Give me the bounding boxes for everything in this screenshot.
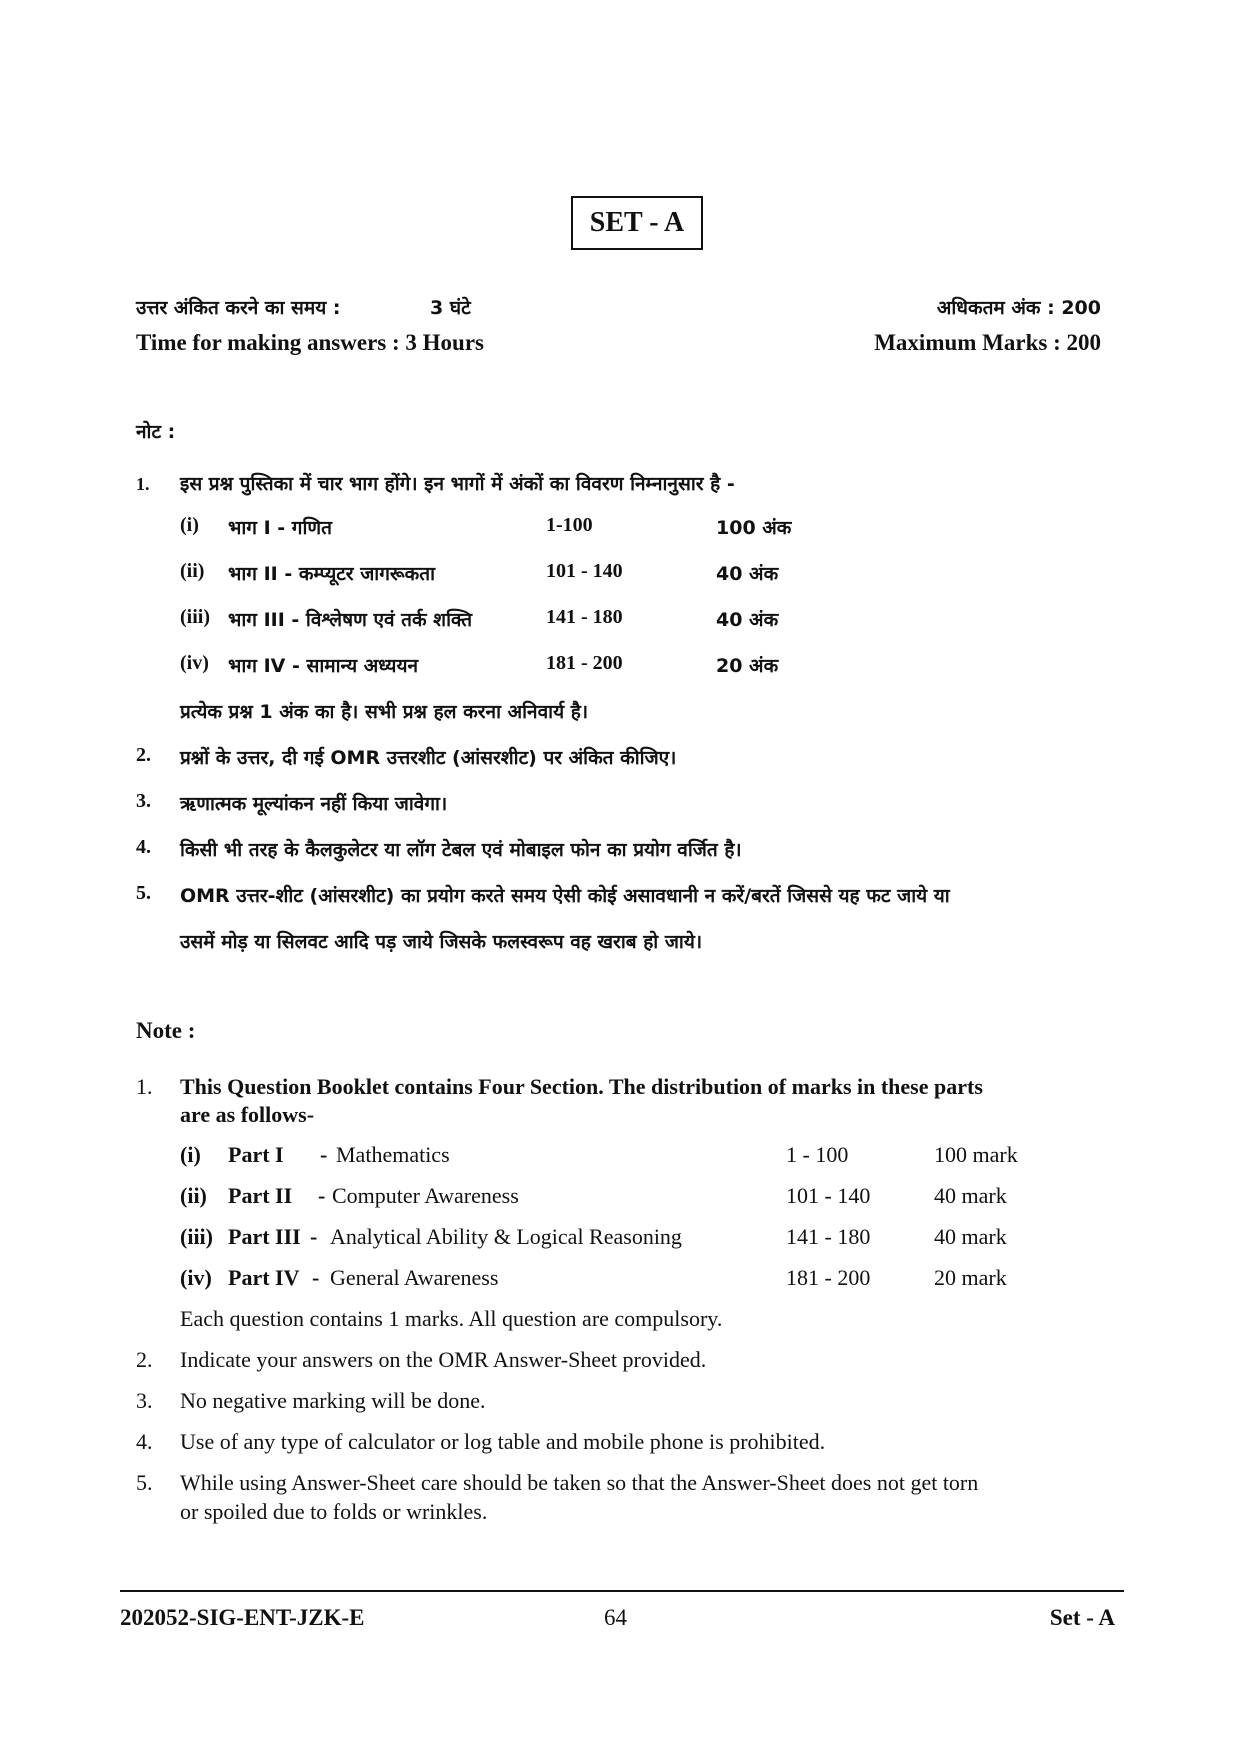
hindi-item-3	[0, 790, 1241, 820]
hindi-part-row	[0, 560, 1241, 590]
hindi-item-5-line2: उसमें मोड़ या सिलवट आदि पड़ जाये जिसके फलस्वरूप वह खराब हो जाये।	[180, 931, 703, 953]
part-name: General Awareness	[330, 1265, 499, 1290]
hindi-item-2	[0, 744, 1241, 774]
hindi-each-question	[0, 698, 1241, 728]
part-name: भाग III - विश्लेषण एवं तर्क शक्ति	[228, 609, 473, 631]
part-marks: 20 अंक	[716, 655, 779, 677]
hindi-item-1	[0, 470, 1241, 500]
part-dash: -	[312, 1265, 320, 1290]
part-label: Part II	[228, 1183, 293, 1208]
hindi-part-row	[0, 606, 1241, 636]
hindi-item-3-text: ऋणात्मक मूल्यांकन नहीं किया जावेगा।	[180, 793, 448, 815]
footer-rule	[120, 1590, 1124, 1592]
hindi-item-2-text: प्रश्नों के उत्तर, दी गई OMR उत्तरशीट (आंसरशीट) पर अंकित कीजिए।	[180, 747, 677, 769]
english-item-1-line2: are as follows-	[180, 1102, 315, 1127]
part-marks: 40 अंक	[716, 563, 779, 585]
max-marks-hindi: अधिकतम अंक : 200	[936, 297, 1101, 319]
part-marks: 100 mark	[934, 1142, 1018, 1167]
item-number: 5.	[136, 1470, 153, 1495]
part-range: 181 - 200	[546, 652, 623, 674]
part-range: 101 - 140	[546, 560, 623, 582]
hindi-item-4-text: किसी भी तरह के कैलकुलेटर या लॉग टेबल एवं मोबाइल फोन का प्रयोग वर्जित है।	[180, 839, 742, 861]
set-label-box: SET - A	[571, 196, 703, 250]
item-number: 1.	[136, 474, 150, 494]
part-name: भाग IV - सामान्य अध्ययन	[228, 655, 419, 677]
part-name: भाग II - कम्प्यूटर जागरूकता	[228, 563, 436, 585]
english-item-5-line2: or spoiled due to folds or wrinkles.	[180, 1499, 488, 1524]
part-number: (ii)	[180, 560, 205, 582]
part-label: Part IV	[228, 1265, 300, 1290]
part-name: Analytical Ability & Logical Reasoning	[330, 1224, 682, 1249]
english-item-5-line1: While using Answer-Sheet care should be taken so that the Answer-Sheet does not get torn	[180, 1470, 979, 1495]
part-marks: 40 अंक	[716, 609, 779, 631]
part-name: Computer Awareness	[332, 1183, 519, 1208]
part-marks: 100 अंक	[716, 517, 792, 539]
part-number: (iv)	[180, 1265, 212, 1290]
footer-set: Set - A	[1049, 1605, 1115, 1630]
english-note-title: Note :	[136, 1018, 196, 1043]
part-number: (iii)	[180, 606, 210, 628]
hindi-item-5-line1: OMR उत्तर-शीट (आंसरशीट) का प्रयोग करते समय ऐसी कोई असावधानी न करें/बरतें जिससे यह फट जाये या	[180, 885, 950, 907]
part-marks: 20 mark	[934, 1265, 1007, 1290]
item-number: 5.	[136, 882, 151, 904]
english-each-text: Each question contains 1 marks. All question are compulsory.	[180, 1306, 723, 1331]
item-number: 3.	[136, 1388, 153, 1413]
time-hindi-value: 3 घंटे	[430, 297, 471, 319]
time-hindi-label: उत्तर अंकित करने का समय :	[136, 297, 341, 319]
part-marks: 40 mark	[934, 1224, 1007, 1249]
part-name: भाग I - गणित	[228, 517, 332, 539]
hindi-item-5-cont	[0, 928, 1241, 958]
part-number: (ii)	[180, 1183, 207, 1208]
english-item-2-text: Indicate your answers on the OMR Answer-Sheet provided.	[180, 1347, 707, 1372]
part-range: 1-100	[546, 514, 593, 536]
hindi-item-4	[0, 836, 1241, 866]
part-range: 101 - 140	[786, 1183, 871, 1208]
footer-code: 202052-SIG-ENT-JZK-E	[120, 1605, 365, 1630]
part-range: 181 - 200	[786, 1265, 871, 1290]
part-label: Part I	[228, 1142, 284, 1167]
part-dash: -	[320, 1142, 328, 1167]
part-name: Mathematics	[336, 1142, 450, 1167]
part-number: (iv)	[180, 652, 209, 674]
max-marks-english: Maximum Marks : 200	[874, 330, 1101, 355]
part-label: Part III	[228, 1224, 301, 1249]
english-item-3-text: No negative marking will be done.	[180, 1388, 486, 1413]
hindi-part-row	[0, 514, 1241, 544]
page-number: 64	[604, 1605, 627, 1630]
hindi-item-1-text: इस प्रश्न पुस्तिका में चार भाग होंगे। इन भागों में अंकों का विवरण निम्नानुसार है -	[180, 473, 735, 495]
item-number: 2.	[136, 1347, 153, 1372]
item-number: 2.	[136, 744, 151, 766]
part-range: 1 - 100	[786, 1142, 849, 1167]
part-range: 141 - 180	[546, 606, 623, 628]
part-number: (iii)	[180, 1224, 213, 1249]
part-number: (i)	[180, 514, 199, 536]
part-dash: -	[318, 1183, 326, 1208]
part-range: 141 - 180	[786, 1224, 871, 1249]
item-number: 3.	[136, 790, 151, 812]
hindi-each-text: प्रत्येक प्रश्न 1 अंक का है। सभी प्रश्न हल करना अनिवार्य है।	[180, 701, 589, 723]
hindi-note-title: नोट :	[136, 421, 176, 443]
part-dash: -	[310, 1224, 318, 1249]
part-marks: 40 mark	[934, 1183, 1007, 1208]
english-item-4-text: Use of any type of calculator or log table and mobile phone is prohibited.	[180, 1429, 826, 1454]
item-number: 4.	[136, 836, 151, 858]
time-english: Time for making answers : 3 Hours	[136, 330, 484, 355]
hindi-item-5	[0, 882, 1241, 912]
english-item-1-line1: This Question Booklet contains Four Section. The distribution of marks in these parts	[180, 1074, 983, 1099]
item-number: 1.	[136, 1074, 153, 1099]
hindi-part-row	[0, 652, 1241, 682]
part-number: (i)	[180, 1142, 201, 1167]
item-number: 4.	[136, 1429, 153, 1454]
